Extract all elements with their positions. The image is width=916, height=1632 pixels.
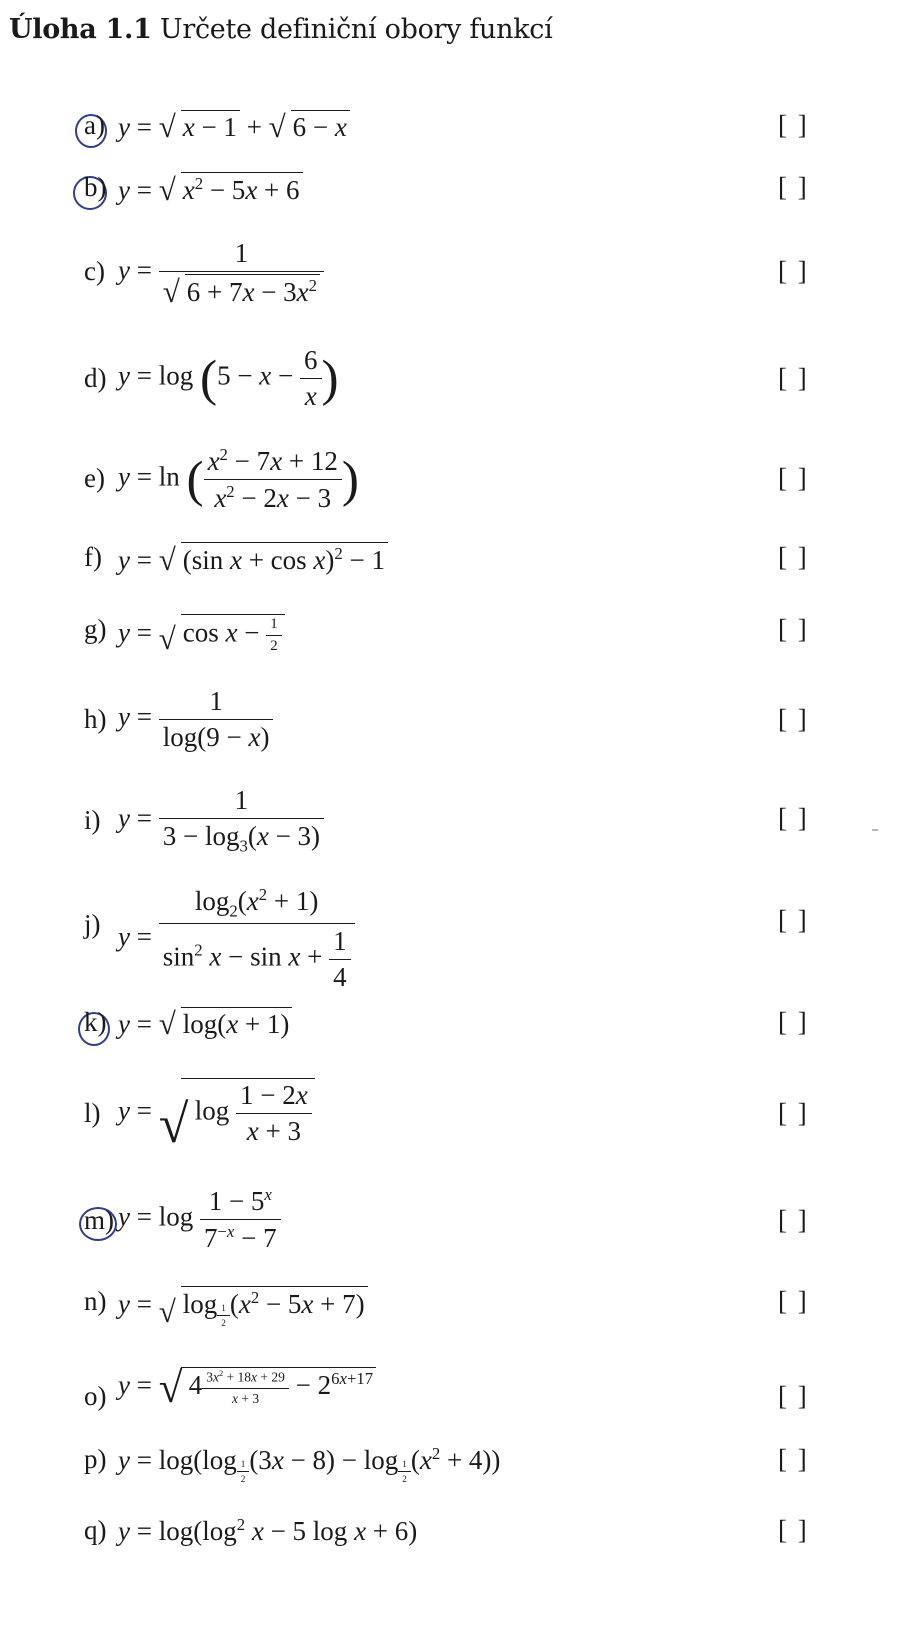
formula: y = log (5 − x − $\frac{6}{x}$ ): [118, 345, 339, 411]
exercise-label: h): [84, 704, 107, 734]
exercise-label: d): [84, 363, 107, 393]
formula: y = $\log_2(x^2 + 1)$ $\sin^2 x - \sin x$ + $\frac{1}{4}$: [118, 885, 355, 993]
exercise-label: f): [84, 542, 102, 572]
formula: y = 1 √ $6 + 7x - 3x^2$: [118, 238, 324, 308]
answer-bracket: [ ]: [778, 110, 809, 140]
formula: y = √ log $_{\frac{1}{2}}$ $(x^2 - 5x + 7)$: [118, 1286, 368, 1328]
answer-bracket: [ ]: [778, 463, 809, 493]
answer-bracket: [ ]: [778, 905, 809, 935]
answer-bracket: [ ]: [778, 1444, 809, 1474]
scan-speck: [872, 829, 878, 831]
formula: y = √ $x^2 - 5x + 6$: [118, 172, 303, 206]
page-title: [9, 14, 552, 45]
answer-bracket: [ ]: [778, 1007, 809, 1037]
answer-bracket: [ ]: [778, 1098, 809, 1128]
formula: y = $\frac{1}{3 - \log_3(x - 3)}$: [118, 785, 324, 856]
formula: $y = \log(\log^2$ x − 5 log x + 6): [118, 1515, 418, 1546]
exercise-label: k): [84, 1007, 107, 1037]
answer-bracket: [ ]: [778, 704, 809, 734]
answer-bracket: [ ]: [778, 1205, 809, 1235]
formula: y = √ x − 1 + √ 6 − x: [118, 110, 350, 143]
answer-bracket: [ ]: [778, 1515, 809, 1545]
formula: y = √ log(x + 1): [118, 1007, 292, 1040]
exercise-label: i): [84, 805, 101, 835]
exercise-label: a): [84, 110, 105, 140]
exercise-label: b): [84, 172, 107, 202]
task-number: Úloha 1.1: [9, 14, 152, 45]
exercise-label: l): [84, 1098, 101, 1128]
formula: y = √ 4 $\frac{3x^2 + 18x + 29}{x + 3}$ − $2^{6x+17}$: [118, 1367, 376, 1407]
formula: y = $\frac{1}{\log(9 - x)}$: [118, 686, 273, 753]
answer-bracket: [ ]: [778, 614, 809, 644]
answer-bracket: [ ]: [778, 803, 809, 833]
exercise-label: j): [84, 909, 101, 939]
exercise-label: c): [84, 256, 105, 286]
formula: y = √ (sin x + cos x)$^2$ − 1: [118, 542, 388, 576]
answer-bracket: [ ]: [778, 256, 809, 286]
answer-bracket: [ ]: [778, 1381, 809, 1411]
exercise-label: o): [84, 1381, 107, 1411]
task-text: Určete definiční obory funkcí: [151, 14, 553, 45]
exercise-label: q): [84, 1515, 107, 1545]
answer-bracket: [ ]: [778, 542, 809, 572]
exercise-label: n): [84, 1286, 107, 1316]
formula: y = ln ( $\frac{x^2 - 7x + 12}{x^2 - 2x - 3}$ ): [118, 445, 359, 513]
answer-bracket: [ ]: [778, 172, 809, 202]
exercise-label: g): [84, 614, 107, 644]
answer-bracket: [ ]: [778, 363, 809, 393]
exercise-label: e): [84, 463, 105, 493]
formula: y = √ log $\frac{1 - 2x}{x + 3}$: [118, 1078, 315, 1147]
exercise-label: p): [84, 1444, 107, 1474]
formula: y = √ cos x − $\frac{1}{2}$: [118, 614, 285, 655]
formula: y = log $\frac{1 - 5^x}{7^{-x} - 7}$: [118, 1185, 281, 1254]
formula: y = log(log $_{\frac{1}{2}}$ (3x − 8) − log $_{\frac{1}{2}}$ $(x^2 + 4)$): [118, 1444, 501, 1485]
answer-bracket: [ ]: [778, 1286, 809, 1316]
exercise-label: m): [84, 1205, 114, 1235]
